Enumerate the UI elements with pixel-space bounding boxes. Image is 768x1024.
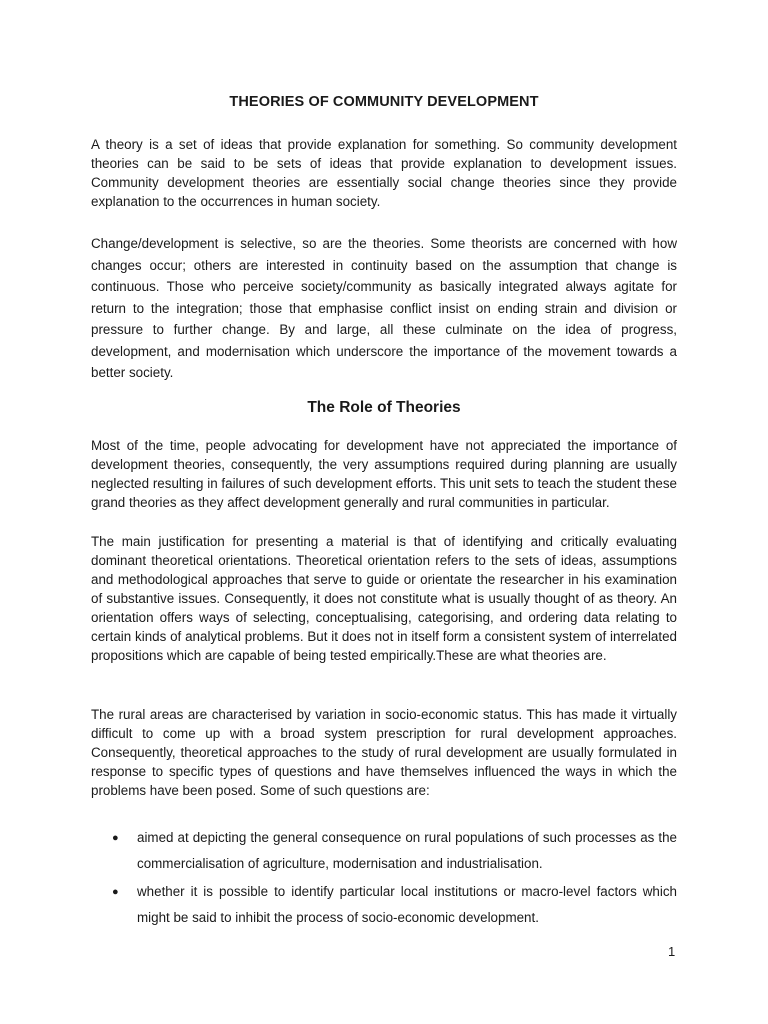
- list-item-text: whether it is possible to identify particular local institutions or macro-level factors which might be said to inhibit the process of socio-economic development.: [137, 884, 677, 925]
- role-paragraph-1: Most of the time, people advocating for development have not appreciated the importance of development theories, consequently, the very assumptions required during planning are usually neglected resulting in failures of such development efforts. This unit sets to teach the student these grand theories as they affect development generally and rural communities in particular.: [91, 438, 677, 510]
- questions-list: [91, 825, 677, 933]
- document-title: THEORIES OF COMMUNITY DEVELOPMENT: [229, 94, 539, 110]
- section-heading: The Role of Theories: [307, 399, 461, 416]
- intro-paragraph-2: Change/development is selective, so are the theories. Some theorists are concerned with how changes occur; others are interested in continuity based on the assumption that change is continuous. Those who perceive society/community as basically integrated always agitate for return to the integration; those that emphasise conflict insist on ending strain and division or pressure to further change. By and large, all these culminate on the idea of progress, development, and modernisation which underscore the importance of the movement towards a better society.: [91, 236, 677, 380]
- page-number: 1: [668, 944, 676, 959]
- list-item: [91, 825, 677, 877]
- role-paragraph-2: The main justification for presenting a material is that of identifying and critically evaluating dominant theoretical orientations. Theoretical orientation refers to the sets of ideas, assumptions and methodological approaches that serve to guide or orientate the researcher in his examination of substantive issues. Consequently, it does not constitute what is usually thought of as theory. An orientation offers ways of selecting, conceptualising, categorising, and ordering data relating to certain kinds of analytical problems. But it does not in itself form a consistent system of interrelated propositions which are capable of being tested empirically.These are what theories are.: [91, 534, 677, 663]
- list-item: [91, 879, 677, 931]
- role-paragraph-3: The rural areas are characterised by variation in socio-economic status. This has made it virtually difficult to come up with a broad system prescription for rural development approaches. Consequently, theoretical approaches to the study of rural development are usually formulated in response to specific types of questions and have themselves influenced the ways in which the problems have been posed. Some of such questions are:: [91, 707, 677, 798]
- list-item-text: aimed at depicting the general consequence on rural populations of such processes as the commercialisation of agriculture, modernisation and industrialisation.: [137, 830, 677, 871]
- bullet-icon: ●: [112, 886, 119, 898]
- bullet-icon: ●: [112, 832, 119, 844]
- intro-paragraph-1: A theory is a set of ideas that provide explanation for something. So community development theories can be said to be sets of ideas that provide explanation to development issues. Community development theories are essentially social change theories since they provide explanation to the occurrences in human society.: [91, 137, 677, 209]
